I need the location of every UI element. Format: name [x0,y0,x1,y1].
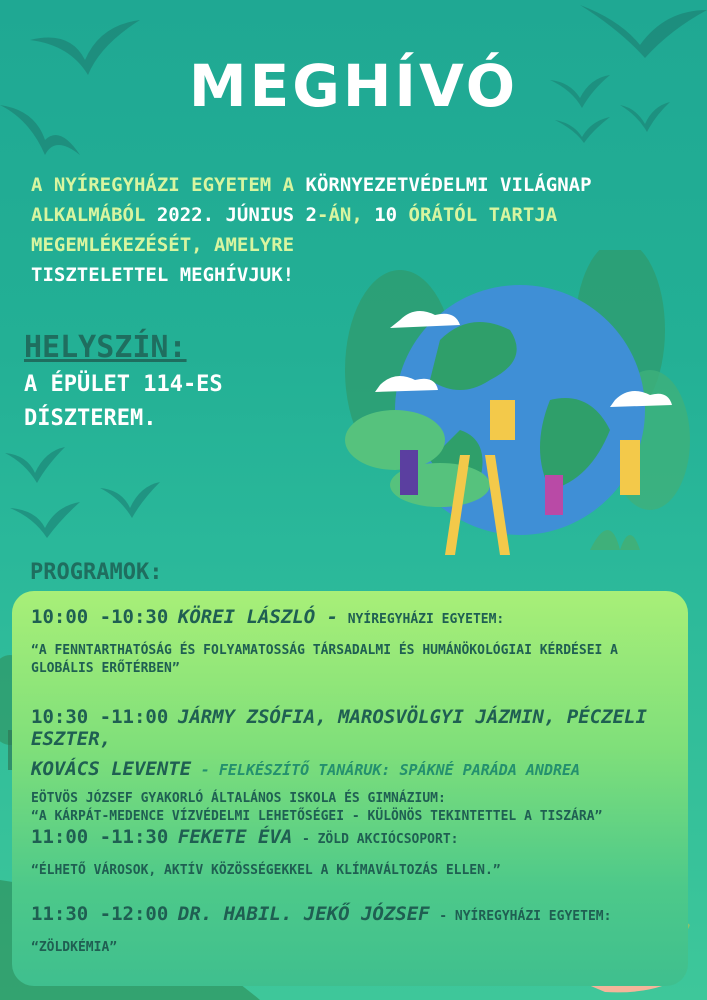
program-time: 11:30 -12:00 [31,903,169,925]
intro-text: A NYÍREGYHÁZI EGYETEM A KÖRNYEZETVÉDELMI VILÁGNAP ALKALMÁBÓL 2022. JÚNIUS 2-ÁN, 10 ÓRÁTÓL TARTJA MEGEMLÉKEZÉSÉT, AMELYRE TISZTELETTEL MEGHÍVJUK! [31,174,592,286]
program-speaker-2: KOVÁCS LEVENTE [31,758,192,780]
program-org: - ZÖLD AKCIÓCSOPORT: [301,832,459,847]
program-speaker: KÖREI LÁSZLÓ - [177,606,339,628]
program-org: - NYÍREGYHÁZI EGYETEM: [439,909,612,924]
bird-icon [5,445,65,485]
program-title: “ÉLHETŐ VÁROSOK, AKTÍV KÖZÖSSÉGEKKEL A KLÍMAVÁLTOZÁS ELLEN.” [31,863,501,878]
programs-heading: PROGRAMOK: [30,560,163,585]
program-speaker: JÁRMY ZSÓFIA, MAROSVÖLGYI JÁZMIN, PÉCZELI ESZTER, [31,706,647,750]
program-title: “A KÁRPÁT-MEDENCE VÍZVÉDELMI LEHETŐSÉGEI - KÜLÖNÖS TEKINTETTEL A TISZÁRA” [31,809,603,824]
program-speaker: DR. HABIL. JEKŐ JÓZSEF [177,903,430,925]
location-heading: HELYSZÍN: [24,330,187,365]
program-time: 11:00 -11:30 [31,826,169,848]
program-entry [31,606,681,678]
program-time: 10:30 -11:00 [31,706,169,728]
program-entry [31,826,681,880]
program-title: “A FENNTARTHATÓSÁG ÉS FOLYAMATOSSÁG TÁRSADALMI ÉS HUMÁNÖKOLÓGIAI KÉRDÉSEI A GLOBÁLIS ERŐTÉRBEN” [31,643,618,676]
program-entry [31,706,681,826]
location-text: A ÉPÜLET 114-ES DÍSZTEREM. [24,372,223,431]
program-title: “ZÖLDKÉMIA” [31,940,118,955]
bird-icon [580,0,707,60]
program-time: 10:00 -10:30 [31,606,169,628]
program-org: EÖTVÖS JÓZSEF GYAKORLÓ ÁLTALÁNOS ISKOLA ÉS GIMNÁZIUM: [31,791,446,806]
program-entry [31,903,681,957]
program-org: NYÍREGYHÁZI EGYETEM: [347,612,505,627]
program-speaker: FEKETE ÉVA [177,826,293,848]
bird-icon [100,480,160,520]
program-teacher: - FELKÉSZÍTŐ TANÁRUK: SPÁKNÉ PARÁDA ANDREA [200,761,581,779]
earth-illustration [320,250,700,580]
page-title: MEGHÍVÓ [188,52,519,120]
bird-icon [10,500,80,540]
